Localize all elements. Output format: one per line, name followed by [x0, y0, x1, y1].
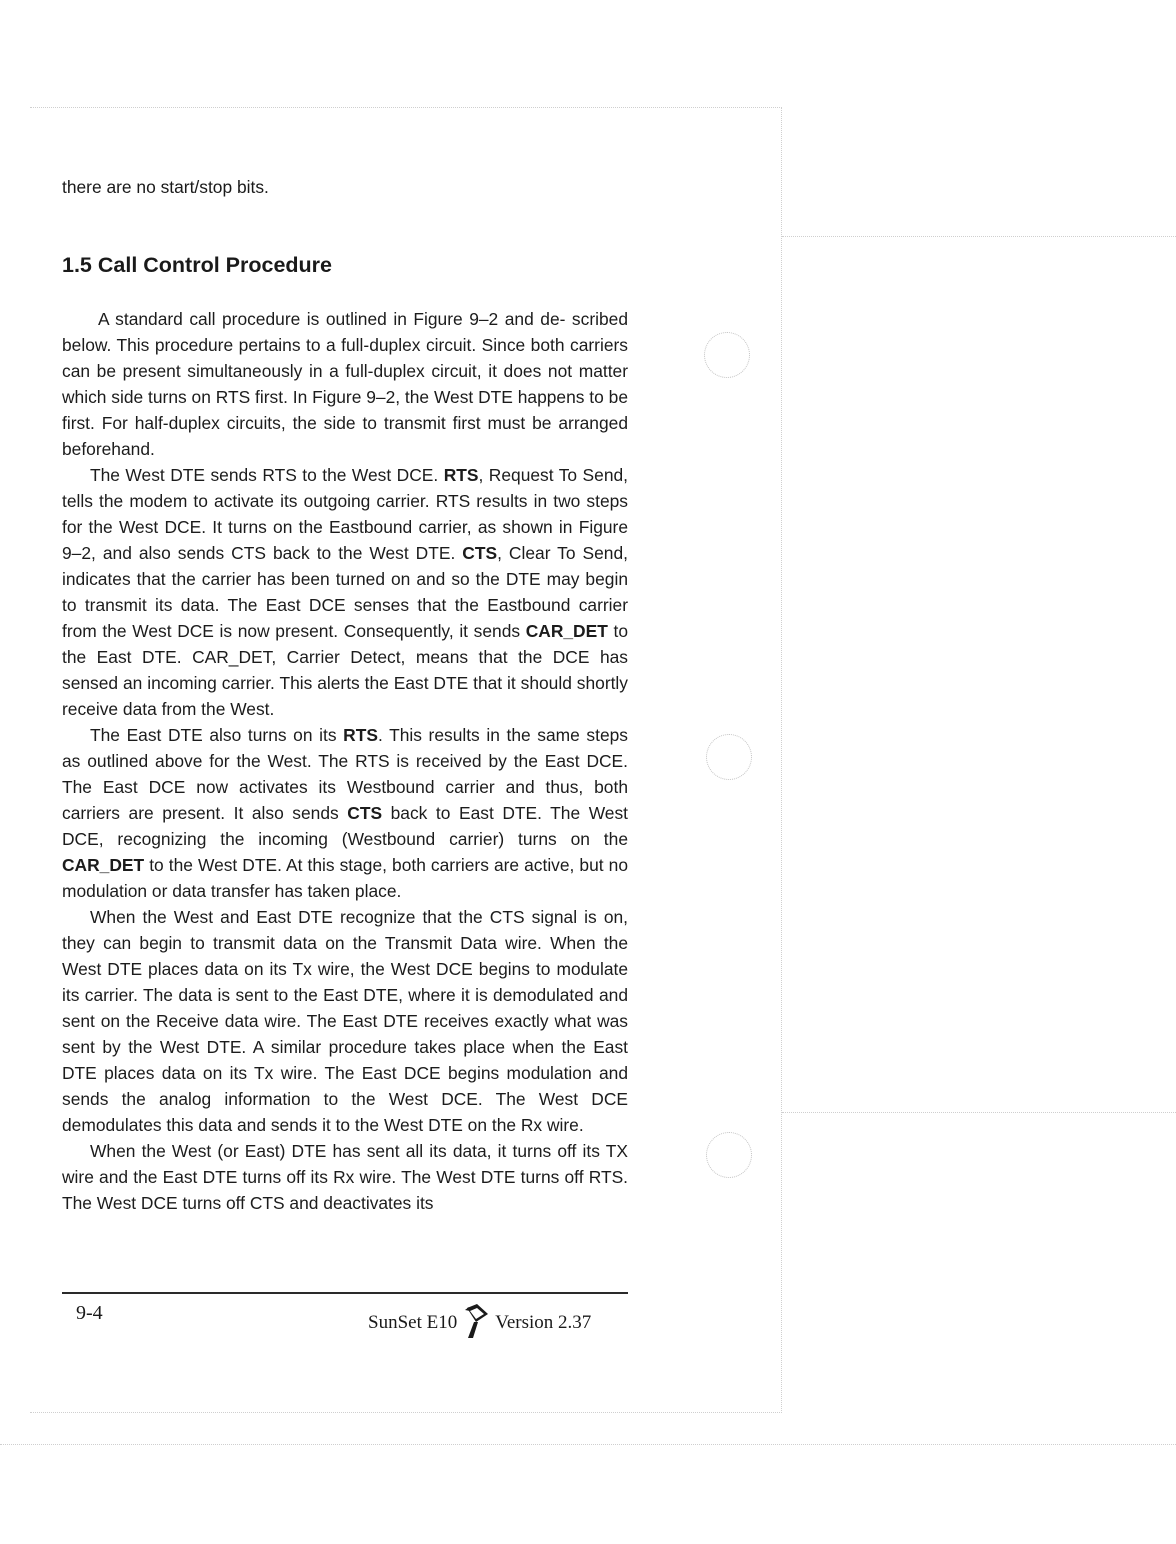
- paragraph: [62, 722, 628, 904]
- punch-hole-top: [704, 332, 750, 378]
- footer-rule: [62, 1292, 628, 1294]
- paragraph-text: to the West DTE. At this stage, both carriers are active, but no modulation or data transfer has taken place.: [62, 855, 628, 901]
- paragraph-text: , Clear To Send, indicates that the carrier has been turned on and so the DTE may begin to transmit its data. The East DCE senses that the Eastbound carrier from the West DCE is now present. Consequently, it sends: [62, 543, 628, 641]
- paragraph-text: The West DTE sends RTS to the West DCE.: [90, 465, 444, 485]
- product-version: Version 2.37: [495, 1312, 592, 1333]
- section-heading: 1.5 Call Control Procedure: [62, 253, 333, 277]
- product-name: SunSet E10: [368, 1312, 458, 1333]
- bold-term: CAR_DET: [62, 855, 145, 875]
- scan-edge-right: [781, 107, 782, 1413]
- scan-edge-top: [30, 107, 782, 108]
- body-text: [62, 306, 628, 1216]
- scan-edge-right-top: [782, 236, 1176, 237]
- paragraph-text: When the West and East DTE recognize that the CTS signal is on, they can begin to transmit data on the Transmit Data wire. When the West DTE places data on its Tx wire, the West DCE begins to modulate its carrier. The data is sent to the East DTE, where it is demodulated and sent on the Receive data wire. The East DTE receives exactly what was sent by the West DTE. A similar procedure takes place when the East DTE places data on its Tx wire. The East DCE begins modulation and sends the analog information to the West DCE. The West DCE demodulates this data and sends it to the West DTE on the Rx wire.: [62, 907, 628, 1135]
- scan-edge-lower: [0, 1444, 1176, 1445]
- bold-term: RTS: [443, 465, 479, 485]
- paragraph: [62, 904, 628, 1138]
- scan-edge-right-mid: [782, 1112, 1176, 1113]
- sunset-handset-logo-icon: [461, 1302, 491, 1340]
- lead-line: there are no start/stop bits.: [62, 177, 269, 197]
- paragraph: [62, 306, 628, 462]
- bold-term: CTS: [462, 543, 498, 563]
- bold-term: RTS: [343, 725, 378, 745]
- paragraph-text: . This results in the same steps as outlined above for the West. The RTS is received by the East DCE. The East DCE now activates its Westbound carrier and thus, both carriers are present. It also sends: [62, 725, 629, 823]
- paragraph: [62, 1138, 628, 1216]
- footer-product: [368, 1304, 591, 1342]
- bold-term: CTS: [347, 803, 383, 823]
- paragraph-text: , Request To Send, tells the modem to activate its outgoing carrier. RTS results in two steps for the West DCE. It turns on the Eastbound carrier, as shown in Figure 9–2, and also sends CTS back to the West DTE.: [62, 465, 628, 563]
- punch-hole-middle: [706, 734, 752, 780]
- paragraph: [62, 462, 628, 722]
- paragraph-text: to the East DTE. CAR_DET, Carrier Detect, means that the DCE has sensed an incoming carrier. This alerts the East DTE that it should shortly receive data from the West.: [62, 621, 628, 719]
- bold-term: CAR_DET: [525, 621, 608, 641]
- punch-hole-bottom: [706, 1132, 752, 1178]
- page-number: 9-4: [76, 1302, 103, 1324]
- paragraph-text: The East DTE also turns on its: [90, 725, 344, 745]
- paragraph-text: A standard call procedure is outlined in Figure 9–2 and de- scribed below. This procedure pertains to a full-duplex circuit. Since both carriers can be present simultaneously in a full-duplex circuit, it does not matter which side turns on RTS first. In Figure 9–2, the West DTE happens to be first. For half-duplex circuits, the side to transmit first must be arranged beforehand.: [62, 309, 628, 459]
- paragraph-text: back to East DTE. The West DCE, recognizing the incoming (Westbound carrier) turns on the: [62, 803, 629, 849]
- scan-edge-bottom: [30, 1412, 782, 1413]
- paragraph-text: When the West (or East) DTE has sent all its data, it turns off its TX wire and the East DTE turns off its Rx wire. The West DTE turns off RTS. The West DCE turns off CTS and deactivates its: [62, 1141, 628, 1213]
